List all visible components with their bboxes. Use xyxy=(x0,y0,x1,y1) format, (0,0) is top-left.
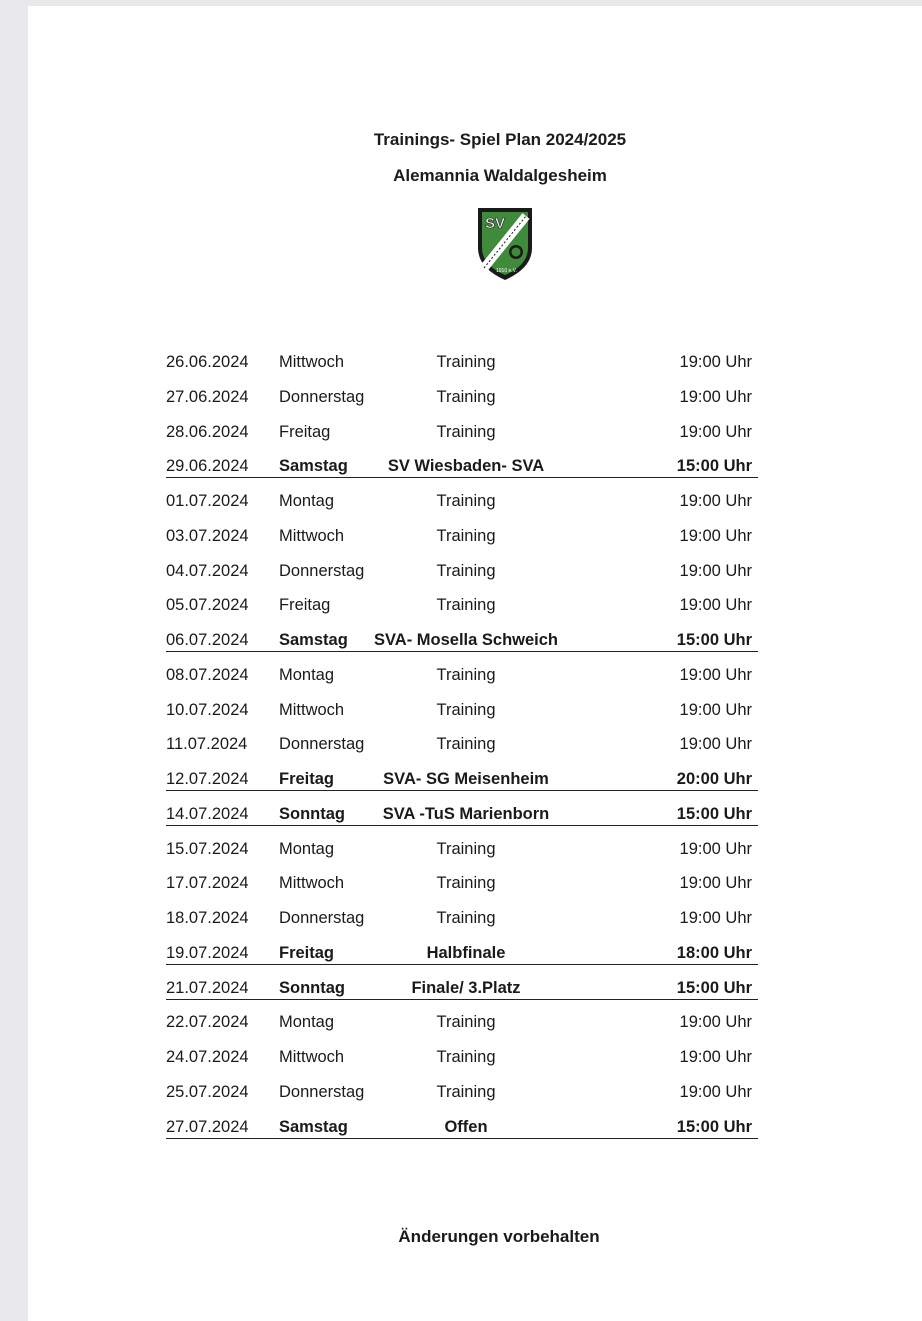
schedule-row-training xyxy=(166,874,758,900)
time-cell: 19:00 Uhr xyxy=(679,735,752,754)
day-cell: Donnerstag xyxy=(279,1082,365,1101)
schedule-row-training xyxy=(166,388,758,414)
schedule-row-training xyxy=(166,353,758,379)
day-cell: Mittwoch xyxy=(279,353,345,371)
schedule-row-training xyxy=(166,735,758,761)
schedule-row-game xyxy=(166,1118,758,1139)
schedule-row-game xyxy=(166,944,758,965)
svg-text:SV: SV xyxy=(485,215,506,232)
event-cell: Training xyxy=(436,596,496,615)
page-title: Trainings- Spiel Plan 2024/2025 xyxy=(373,130,627,149)
time-cell: 19:00 Uhr xyxy=(679,422,752,441)
date-cell: 28.06.2024 xyxy=(166,422,249,441)
time-cell: 19:00 Uhr xyxy=(679,353,752,371)
day-cell: Montag xyxy=(279,492,335,510)
time-cell: 19:00 Uhr xyxy=(679,874,752,893)
document-page xyxy=(28,6,922,1321)
schedule-row-game xyxy=(166,770,758,791)
schedule-row-training xyxy=(166,701,758,727)
time-cell: 20:00 Uhr xyxy=(676,770,752,788)
event-cell: Training xyxy=(436,839,496,858)
date-cell: 01.07.2024 xyxy=(166,492,249,510)
schedule-row-training xyxy=(166,423,758,449)
schedule-row-training xyxy=(166,1083,758,1109)
club-name: Alemannia Waldalgesheim xyxy=(393,166,607,185)
event-cell: Training xyxy=(436,353,496,371)
date-cell: 06.07.2024 xyxy=(166,631,249,649)
event-cell: Training xyxy=(436,735,496,754)
date-cell: 25.07.2024 xyxy=(166,1082,249,1101)
event-cell: Training xyxy=(436,422,496,441)
schedule-row-training xyxy=(166,909,758,935)
time-cell: 19:00 Uhr xyxy=(679,1082,752,1101)
schedule-row-game xyxy=(166,457,758,478)
time-cell: 19:00 Uhr xyxy=(679,909,752,927)
day-cell: Mittwoch xyxy=(279,874,345,893)
event-cell: Training xyxy=(436,561,496,580)
day-cell: Samstag xyxy=(279,1117,348,1136)
date-cell: 05.07.2024 xyxy=(166,596,249,615)
time-cell: 15:00 Uhr xyxy=(676,804,752,823)
date-cell: 21.07.2024 xyxy=(166,978,249,997)
day-cell: Montag xyxy=(279,1013,335,1032)
schedule-row-training xyxy=(166,666,758,692)
schedule-row-training xyxy=(166,492,758,518)
time-cell: 15:00 Uhr xyxy=(676,1117,752,1136)
date-cell: 12.07.2024 xyxy=(166,770,249,788)
schedule-row-training xyxy=(166,1048,758,1074)
date-cell: 15.07.2024 xyxy=(166,839,249,858)
time-cell: 19:00 Uhr xyxy=(679,387,752,406)
time-cell: 18:00 Uhr xyxy=(676,943,752,962)
footer-note: Änderungen vorbehalten xyxy=(398,1227,600,1246)
time-cell: 19:00 Uhr xyxy=(679,1013,752,1032)
event-cell: Training xyxy=(436,700,496,719)
date-cell: 08.07.2024 xyxy=(166,665,249,684)
day-cell: Mittwoch xyxy=(279,526,345,545)
date-cell: 22.07.2024 xyxy=(166,1013,249,1032)
event-cell: Training xyxy=(436,874,496,893)
event-cell: Training xyxy=(436,1082,496,1101)
schedule-row-training xyxy=(166,596,758,622)
time-cell: 15:00 Uhr xyxy=(676,978,752,997)
day-cell: Sonntag xyxy=(279,804,345,823)
date-cell: 18.07.2024 xyxy=(166,909,249,927)
day-cell: Freitag xyxy=(279,422,331,441)
day-cell: Freitag xyxy=(279,596,331,615)
day-cell: Mittwoch xyxy=(279,700,345,719)
date-cell: 04.07.2024 xyxy=(166,561,249,580)
time-cell: 19:00 Uhr xyxy=(679,561,752,580)
date-cell: 11.07.2024 xyxy=(166,735,248,754)
day-cell: Freitag xyxy=(279,943,335,962)
day-cell: Montag xyxy=(279,665,335,684)
day-cell: Donnerstag xyxy=(279,909,365,927)
time-cell: 19:00 Uhr xyxy=(679,492,752,510)
date-cell: 27.07.2024 xyxy=(166,1117,249,1136)
event-cell: Halbfinale xyxy=(426,943,506,962)
time-cell: 19:00 Uhr xyxy=(679,839,752,858)
date-cell: 26.06.2024 xyxy=(166,353,249,371)
schedule-row-training xyxy=(166,527,758,553)
date-cell: 27.06.2024 xyxy=(166,387,249,406)
schedule-row-training xyxy=(166,562,758,588)
event-cell: Training xyxy=(436,1013,496,1032)
date-cell: 17.07.2024 xyxy=(166,874,249,893)
day-cell: Samstag xyxy=(279,631,348,649)
svg-text:1910 e.V.: 1910 e.V. xyxy=(496,268,517,274)
schedule-row-training xyxy=(166,840,758,866)
club-crest-icon xyxy=(472,202,538,282)
date-cell: 10.07.2024 xyxy=(166,700,249,719)
schedule-row-game xyxy=(166,631,758,652)
time-cell: 19:00 Uhr xyxy=(679,596,752,615)
date-cell: 19.07.2024 xyxy=(166,943,249,962)
time-cell: 19:00 Uhr xyxy=(679,526,752,545)
date-cell: 03.07.2024 xyxy=(166,526,249,545)
time-cell: 19:00 Uhr xyxy=(679,665,752,684)
day-cell: Donnerstag xyxy=(279,735,365,754)
day-cell: Donnerstag xyxy=(279,561,365,580)
event-cell: Training xyxy=(436,1048,496,1066)
event-cell: Training xyxy=(436,909,496,927)
event-cell: SVA- Mosella Schweich xyxy=(374,631,558,649)
event-cell: SVA -TuS Marienborn xyxy=(382,804,550,823)
day-cell: Mittwoch xyxy=(279,1048,345,1066)
event-cell: Offen xyxy=(444,1117,488,1136)
time-cell: 19:00 Uhr xyxy=(679,1048,752,1066)
day-cell: Sonntag xyxy=(279,978,345,997)
date-cell: 24.07.2024 xyxy=(166,1048,249,1066)
time-cell: 19:00 Uhr xyxy=(679,700,752,719)
event-cell: Training xyxy=(436,492,496,510)
event-cell: Training xyxy=(436,387,496,406)
time-cell: 15:00 Uhr xyxy=(676,457,752,476)
schedule-row-training xyxy=(166,1013,758,1039)
day-cell: Freitag xyxy=(279,770,335,788)
event-cell: Training xyxy=(436,665,496,684)
event-cell: SVA- SG Meisenheim xyxy=(383,770,549,788)
day-cell: Montag xyxy=(279,839,335,858)
event-cell: Training xyxy=(436,526,496,545)
schedule-row-game xyxy=(166,805,758,826)
time-cell: 15:00 Uhr xyxy=(676,631,752,649)
schedule-row-game xyxy=(166,979,758,1000)
event-cell: Finale/ 3.Platz xyxy=(411,978,521,997)
day-cell: Donnerstag xyxy=(279,387,365,406)
day-cell: Samstag xyxy=(279,457,348,476)
date-cell: 14.07.2024 xyxy=(166,804,249,823)
event-cell: SV Wiesbaden- SVA xyxy=(387,457,545,476)
date-cell: 29.06.2024 xyxy=(166,457,249,476)
